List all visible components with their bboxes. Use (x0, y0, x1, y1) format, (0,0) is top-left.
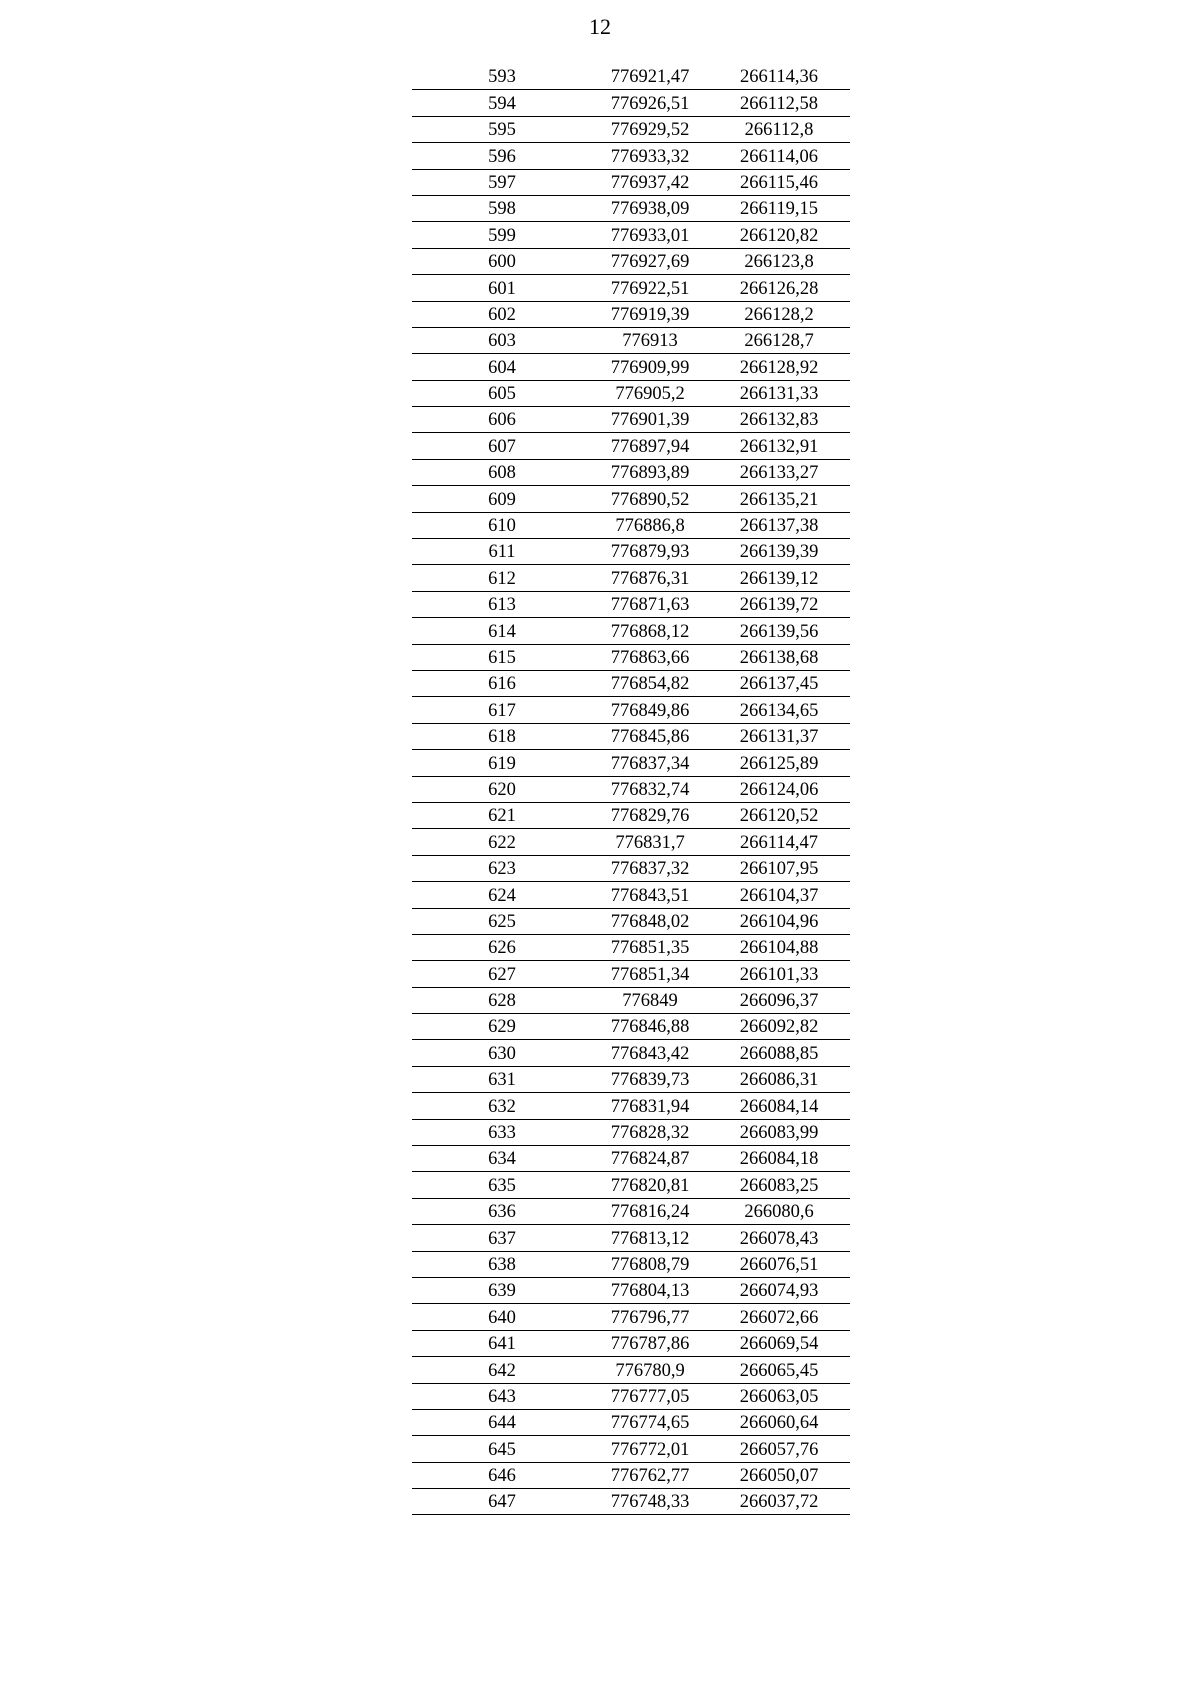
x-coordinate-cell: 776774,65 (610, 1413, 690, 1434)
y-coordinate-cell: 266124,06 (739, 779, 819, 800)
y-coordinate-cell: 266112,8 (744, 120, 814, 141)
point-number-cell: 640 (488, 1307, 516, 1328)
point-number-cell: 613 (488, 595, 516, 616)
table-row (412, 724, 850, 750)
x-coordinate-cell: 776796,77 (610, 1307, 690, 1328)
x-coordinate-cell: 776921,47 (610, 67, 690, 88)
point-number-cell: 593 (488, 67, 516, 88)
x-coordinate-cell: 776787,86 (610, 1334, 690, 1355)
y-coordinate-cell: 266132,91 (739, 436, 819, 457)
table-row (412, 539, 850, 565)
point-number-cell: 598 (488, 199, 516, 220)
x-coordinate-cell: 776808,79 (610, 1254, 690, 1275)
point-number-cell: 594 (488, 93, 516, 114)
table-row (412, 354, 850, 380)
point-number-cell: 639 (488, 1281, 516, 1302)
point-number-cell: 602 (488, 304, 516, 325)
table-row (412, 671, 850, 697)
table-row (412, 64, 850, 90)
point-number-cell: 597 (488, 172, 516, 193)
table-row (412, 1067, 850, 1093)
y-coordinate-cell: 266139,72 (739, 595, 819, 616)
point-number-cell: 621 (488, 806, 516, 827)
y-coordinate-cell: 266069,54 (739, 1334, 819, 1355)
table-row (412, 143, 850, 169)
point-number-cell: 601 (488, 278, 516, 299)
point-number-cell: 620 (488, 779, 516, 800)
table-row (412, 1120, 850, 1146)
y-coordinate-cell: 266112,58 (740, 93, 818, 114)
point-number-cell: 623 (488, 859, 516, 880)
point-number-cell: 624 (488, 885, 516, 906)
x-coordinate-cell: 776849,86 (610, 700, 690, 721)
point-number-cell: 646 (488, 1466, 516, 1487)
x-coordinate-cell: 776772,01 (610, 1439, 690, 1460)
y-coordinate-cell: 266126,28 (739, 278, 819, 299)
point-number-cell: 633 (488, 1123, 516, 1144)
y-coordinate-cell: 266078,43 (739, 1228, 819, 1249)
x-coordinate-cell: 776837,32 (610, 859, 690, 880)
y-coordinate-cell: 266139,39 (739, 542, 819, 563)
point-number-cell: 625 (488, 911, 516, 932)
table-row (412, 433, 850, 459)
x-coordinate-cell: 776927,69 (610, 252, 690, 273)
table-row (412, 909, 850, 935)
table-row (412, 1199, 850, 1225)
y-coordinate-cell: 266060,64 (739, 1413, 819, 1434)
table-row (412, 592, 850, 618)
table-row (412, 1278, 850, 1304)
y-coordinate-cell: 266128,92 (739, 357, 819, 378)
y-coordinate-cell: 266104,37 (739, 885, 819, 906)
x-coordinate-cell: 776876,31 (610, 568, 690, 589)
point-number-cell: 636 (488, 1202, 516, 1223)
point-number-cell: 629 (488, 1017, 516, 1038)
y-coordinate-cell: 266138,68 (739, 647, 819, 668)
x-coordinate-cell: 776909,99 (610, 357, 690, 378)
table-row (412, 1331, 850, 1357)
x-coordinate-cell: 776933,32 (610, 146, 690, 167)
x-coordinate-cell: 776804,13 (610, 1281, 690, 1302)
table-row (412, 90, 850, 116)
point-number-cell: 610 (488, 516, 516, 537)
y-coordinate-cell: 266139,12 (739, 568, 819, 589)
table-row (412, 381, 850, 407)
point-number-cell: 614 (488, 621, 516, 642)
point-number-cell: 634 (488, 1149, 516, 1170)
y-coordinate-cell: 266120,52 (739, 806, 819, 827)
table-row (412, 618, 850, 644)
y-coordinate-cell: 266076,51 (739, 1254, 819, 1275)
y-coordinate-cell: 266096,37 (739, 991, 819, 1012)
table-row (412, 117, 850, 143)
y-coordinate-cell: 266134,65 (739, 700, 819, 721)
x-coordinate-cell: 776846,88 (610, 1017, 690, 1038)
table-row (412, 1252, 850, 1278)
table-row (412, 1357, 850, 1383)
x-coordinate-cell: 776843,42 (610, 1043, 690, 1064)
y-coordinate-cell: 266137,45 (739, 674, 819, 695)
y-coordinate-cell: 266084,18 (739, 1149, 819, 1170)
y-coordinate-cell: 266037,72 (739, 1492, 819, 1513)
table-row (412, 170, 850, 196)
point-number-cell: 642 (488, 1360, 516, 1381)
y-coordinate-cell: 266086,31 (739, 1070, 819, 1091)
point-number-cell: 637 (488, 1228, 516, 1249)
table-row (412, 777, 850, 803)
x-coordinate-cell: 776845,86 (610, 727, 690, 748)
x-coordinate-cell: 776831,94 (610, 1096, 690, 1117)
table-row (412, 1436, 850, 1462)
y-coordinate-cell: 266107,95 (739, 859, 819, 880)
table-row (412, 829, 850, 855)
point-number-cell: 616 (488, 674, 516, 695)
table-row (412, 513, 850, 539)
table-row (412, 460, 850, 486)
x-coordinate-cell: 776816,24 (610, 1202, 690, 1223)
point-number-cell: 608 (488, 463, 516, 484)
y-coordinate-cell: 266072,66 (739, 1307, 819, 1328)
y-coordinate-cell: 266083,99 (739, 1123, 819, 1144)
x-coordinate-cell: 776905,2 (615, 384, 685, 405)
table-row (412, 1463, 850, 1489)
table-row (412, 407, 850, 433)
y-coordinate-cell: 266050,07 (739, 1466, 819, 1487)
table-row (412, 935, 850, 961)
y-coordinate-cell: 266083,25 (739, 1175, 819, 1196)
x-coordinate-cell: 776868,12 (610, 621, 690, 642)
x-coordinate-cell: 776897,94 (610, 436, 690, 457)
y-coordinate-cell: 266114,06 (740, 146, 818, 167)
table-row (412, 196, 850, 222)
point-number-cell: 628 (488, 991, 516, 1012)
x-coordinate-cell: 776929,52 (610, 120, 690, 141)
table-row (412, 856, 850, 882)
table-row (412, 565, 850, 591)
x-coordinate-cell: 776837,34 (610, 753, 690, 774)
point-number-cell: 603 (488, 331, 516, 352)
table-row (412, 1040, 850, 1066)
point-number-cell: 605 (488, 384, 516, 405)
table-row (412, 1225, 850, 1251)
table-row (412, 1489, 850, 1515)
table-row (412, 1093, 850, 1119)
table-row (412, 1410, 850, 1436)
table-row (412, 222, 850, 248)
y-coordinate-cell: 266123,8 (744, 252, 814, 273)
x-coordinate-cell: 776879,93 (610, 542, 690, 563)
point-number-cell: 619 (488, 753, 516, 774)
y-coordinate-cell: 266120,82 (739, 225, 819, 246)
point-number-cell: 645 (488, 1439, 516, 1460)
x-coordinate-cell: 776748,33 (610, 1492, 690, 1513)
x-coordinate-cell: 776848,02 (610, 911, 690, 932)
point-number-cell: 604 (488, 357, 516, 378)
y-coordinate-cell: 266114,47 (740, 832, 818, 853)
x-coordinate-cell: 776828,32 (610, 1123, 690, 1144)
table-row (412, 1304, 850, 1330)
y-coordinate-cell: 266131,37 (739, 727, 819, 748)
point-number-cell: 615 (488, 647, 516, 668)
point-number-cell: 617 (488, 700, 516, 721)
y-coordinate-cell: 266101,33 (739, 964, 819, 985)
point-number-cell: 638 (488, 1254, 516, 1275)
y-coordinate-cell: 266135,21 (739, 489, 819, 510)
point-number-cell: 612 (488, 568, 516, 589)
point-number-cell: 647 (488, 1492, 516, 1513)
table-row (412, 750, 850, 776)
point-number-cell: 595 (488, 120, 516, 141)
table-row (412, 302, 850, 328)
x-coordinate-cell: 776851,35 (610, 938, 690, 959)
y-coordinate-cell: 266128,7 (744, 331, 814, 352)
point-number-cell: 607 (488, 436, 516, 457)
x-coordinate-cell: 776780,9 (615, 1360, 685, 1381)
table-row (412, 1172, 850, 1198)
x-coordinate-cell: 776824,87 (610, 1149, 690, 1170)
table-row (412, 1384, 850, 1410)
x-coordinate-cell: 776777,05 (610, 1386, 690, 1407)
x-coordinate-cell: 776933,01 (610, 225, 690, 246)
x-coordinate-cell: 776832,74 (610, 779, 690, 800)
x-coordinate-cell: 776863,66 (610, 647, 690, 668)
point-number-cell: 618 (488, 727, 516, 748)
y-coordinate-cell: 266131,33 (739, 384, 819, 405)
point-number-cell: 632 (488, 1096, 516, 1117)
y-coordinate-cell: 266125,89 (739, 753, 819, 774)
x-coordinate-cell: 776937,42 (610, 172, 690, 193)
point-number-cell: 630 (488, 1043, 516, 1064)
y-coordinate-cell: 266128,2 (744, 304, 814, 325)
point-number-cell: 609 (488, 489, 516, 510)
point-number-cell: 644 (488, 1413, 516, 1434)
point-number-cell: 626 (488, 938, 516, 959)
point-number-cell: 596 (488, 146, 516, 167)
x-coordinate-cell: 776893,89 (610, 463, 690, 484)
point-number-cell: 622 (488, 832, 516, 853)
y-coordinate-cell: 266104,96 (739, 911, 819, 932)
x-coordinate-cell: 776849 (622, 991, 678, 1012)
y-coordinate-cell: 266084,14 (739, 1096, 819, 1117)
point-number-cell: 627 (488, 964, 516, 985)
table-row (412, 1146, 850, 1172)
table-row (412, 697, 850, 723)
y-coordinate-cell: 266132,83 (739, 410, 819, 431)
x-coordinate-cell: 776919,39 (610, 304, 690, 325)
point-number-cell: 643 (488, 1386, 516, 1407)
y-coordinate-cell: 266063,05 (739, 1386, 819, 1407)
x-coordinate-cell: 776871,63 (610, 595, 690, 616)
x-coordinate-cell: 776839,73 (610, 1070, 690, 1091)
table-row (412, 803, 850, 829)
point-number-cell: 641 (488, 1334, 516, 1355)
x-coordinate-cell: 776922,51 (610, 278, 690, 299)
table-row (412, 328, 850, 354)
y-coordinate-cell: 266115,46 (740, 172, 818, 193)
page-number: 12 (589, 14, 611, 39)
x-coordinate-cell: 776901,39 (610, 410, 690, 431)
x-coordinate-cell: 776813,12 (610, 1228, 690, 1249)
x-coordinate-cell: 776851,34 (610, 964, 690, 985)
x-coordinate-cell: 776913 (622, 331, 678, 352)
point-number-cell: 600 (488, 252, 516, 273)
point-number-cell: 606 (488, 410, 516, 431)
table-row (412, 961, 850, 987)
y-coordinate-cell: 266092,82 (739, 1017, 819, 1038)
point-number-cell: 635 (488, 1175, 516, 1196)
table-row (412, 1014, 850, 1040)
y-coordinate-cell: 266139,56 (739, 621, 819, 642)
y-coordinate-cell: 266074,93 (739, 1281, 819, 1302)
y-coordinate-cell: 266137,38 (739, 516, 819, 537)
x-coordinate-cell: 776831,7 (615, 832, 685, 853)
x-coordinate-cell: 776843,51 (610, 885, 690, 906)
table-row (412, 645, 850, 671)
point-number-cell: 611 (488, 542, 516, 563)
x-coordinate-cell: 776762,77 (610, 1466, 690, 1487)
y-coordinate-cell: 266065,45 (739, 1360, 819, 1381)
coordinates-table (412, 64, 850, 1515)
point-number-cell: 631 (488, 1070, 516, 1091)
y-coordinate-cell: 266119,15 (740, 199, 818, 220)
y-coordinate-cell: 266080,6 (744, 1202, 814, 1223)
x-coordinate-cell: 776829,76 (610, 806, 690, 827)
table-row (412, 249, 850, 275)
x-coordinate-cell: 776820,81 (610, 1175, 690, 1196)
y-coordinate-cell: 266057,76 (739, 1439, 819, 1460)
table-row (412, 882, 850, 908)
point-number-cell: 599 (488, 225, 516, 246)
x-coordinate-cell: 776854,82 (610, 674, 690, 695)
x-coordinate-cell: 776938,09 (610, 199, 690, 220)
x-coordinate-cell: 776926,51 (610, 93, 690, 114)
x-coordinate-cell: 776890,52 (610, 489, 690, 510)
table-row (412, 988, 850, 1014)
y-coordinate-cell: 266104,88 (739, 938, 819, 959)
table-row (412, 275, 850, 301)
y-coordinate-cell: 266088,85 (739, 1043, 819, 1064)
x-coordinate-cell: 776886,8 (615, 516, 685, 537)
y-coordinate-cell: 266114,36 (740, 67, 818, 88)
y-coordinate-cell: 266133,27 (739, 463, 819, 484)
table-row (412, 486, 850, 512)
